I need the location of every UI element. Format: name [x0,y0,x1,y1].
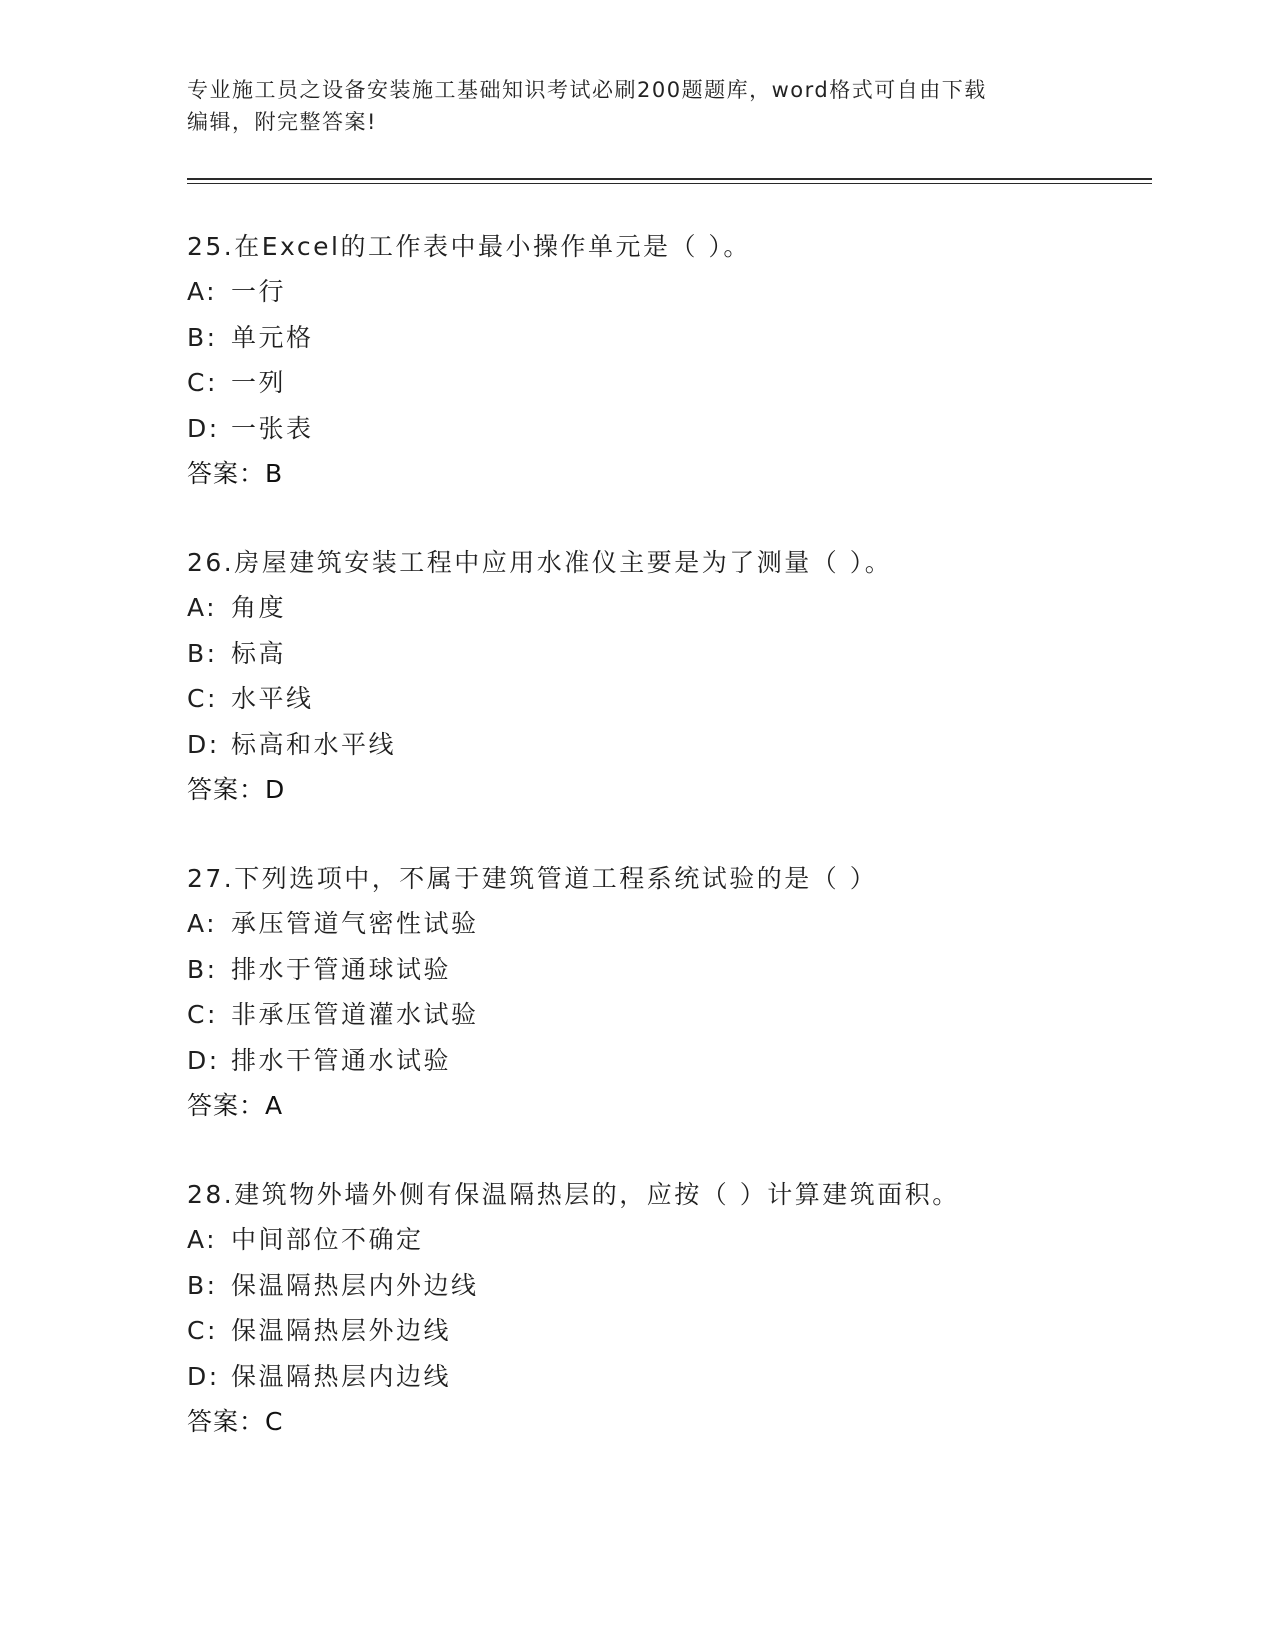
option-a [187,1217,1147,1263]
option-text: 单元格 [231,322,314,352]
answer-label: 答案： [187,1091,266,1120]
option-c [187,1308,1147,1354]
answer-line [187,767,1147,813]
question-27 [187,856,1147,1129]
question-stem: 27.下列选项中，不属于建筑管道工程系统试验的是（ ） [187,864,878,893]
header-divider-thick [187,178,1152,180]
option-key: A: [187,277,218,306]
option-key: B: [187,1270,218,1300]
answer-label: 答案： [187,775,266,804]
option-text: 排水于管通球试验 [231,954,452,984]
option-c [187,992,1147,1038]
option-text: 保温隔热层内边线 [231,1361,452,1391]
option-d [187,1038,1147,1084]
answer-line [187,451,1147,497]
option-key: C: [187,368,218,397]
option-d [187,406,1147,452]
option-text: 承压管道气密性试验 [231,909,479,938]
header-divider-thin [187,183,1152,184]
option-key: D: [187,1361,220,1391]
option-text: 角度 [231,593,287,622]
answer-value: A [265,1091,284,1120]
header-line-2: 编辑，附完整答案! [187,110,377,134]
option-text: 中间部位不确定 [231,1225,424,1254]
option-key: C: [187,684,218,713]
option-text: 非承压管道灌水试验 [231,1000,479,1029]
option-c [187,360,1147,406]
option-text: 标高和水平线 [231,729,397,759]
option-key: B: [187,638,218,668]
option-key: A: [187,1225,218,1254]
option-text: 排水干管通水试验 [231,1045,452,1075]
option-key: D: [187,413,220,443]
option-b [187,631,1147,677]
answer-line [187,1399,1147,1445]
option-a [187,901,1147,947]
option-text: 保温隔热层内外边线 [231,1270,479,1300]
question-26 [187,540,1147,813]
question-28 [187,1172,1147,1445]
answer-line [187,1083,1147,1129]
option-key: D: [187,1045,220,1075]
answer-label: 答案： [187,1407,266,1436]
option-b [187,315,1147,361]
question-stem: 25.在Excel的工作表中最小操作单元是（ ）。 [187,232,751,261]
option-a [187,585,1147,631]
document-header [187,74,1067,138]
option-key: B: [187,954,218,984]
option-text: 一列 [231,368,287,397]
answer-value: D [265,775,286,804]
option-text: 一行 [231,277,287,306]
header-line-1: 专业施工员之设备安装施工基础知识考试必刷200题题库，word格式可自由下载 [187,78,987,102]
question-stem: 28.建筑物外墙外侧有保温隔热层的，应按（ ）计算建筑面积。 [187,1180,960,1209]
option-a [187,269,1147,315]
option-d [187,722,1147,768]
option-b [187,947,1147,993]
option-text: 一张表 [231,413,314,443]
question-25 [187,224,1147,497]
option-b [187,1263,1147,1309]
question-stem: 26.房屋建筑安装工程中应用水准仪主要是为了测量（ ）。 [187,548,893,577]
option-c [187,676,1147,722]
answer-label: 答案： [187,459,266,488]
option-text: 保温隔热层外边线 [231,1316,452,1345]
option-key: A: [187,909,218,938]
option-key: B: [187,322,218,352]
option-key: D: [187,729,220,759]
option-text: 标高 [231,638,287,668]
option-text: 水平线 [231,684,314,713]
option-d [187,1354,1147,1400]
option-key: A: [187,593,218,622]
option-key: C: [187,1316,218,1345]
answer-value: C [265,1407,284,1436]
option-key: C: [187,1000,218,1029]
answer-value: B [265,459,284,488]
